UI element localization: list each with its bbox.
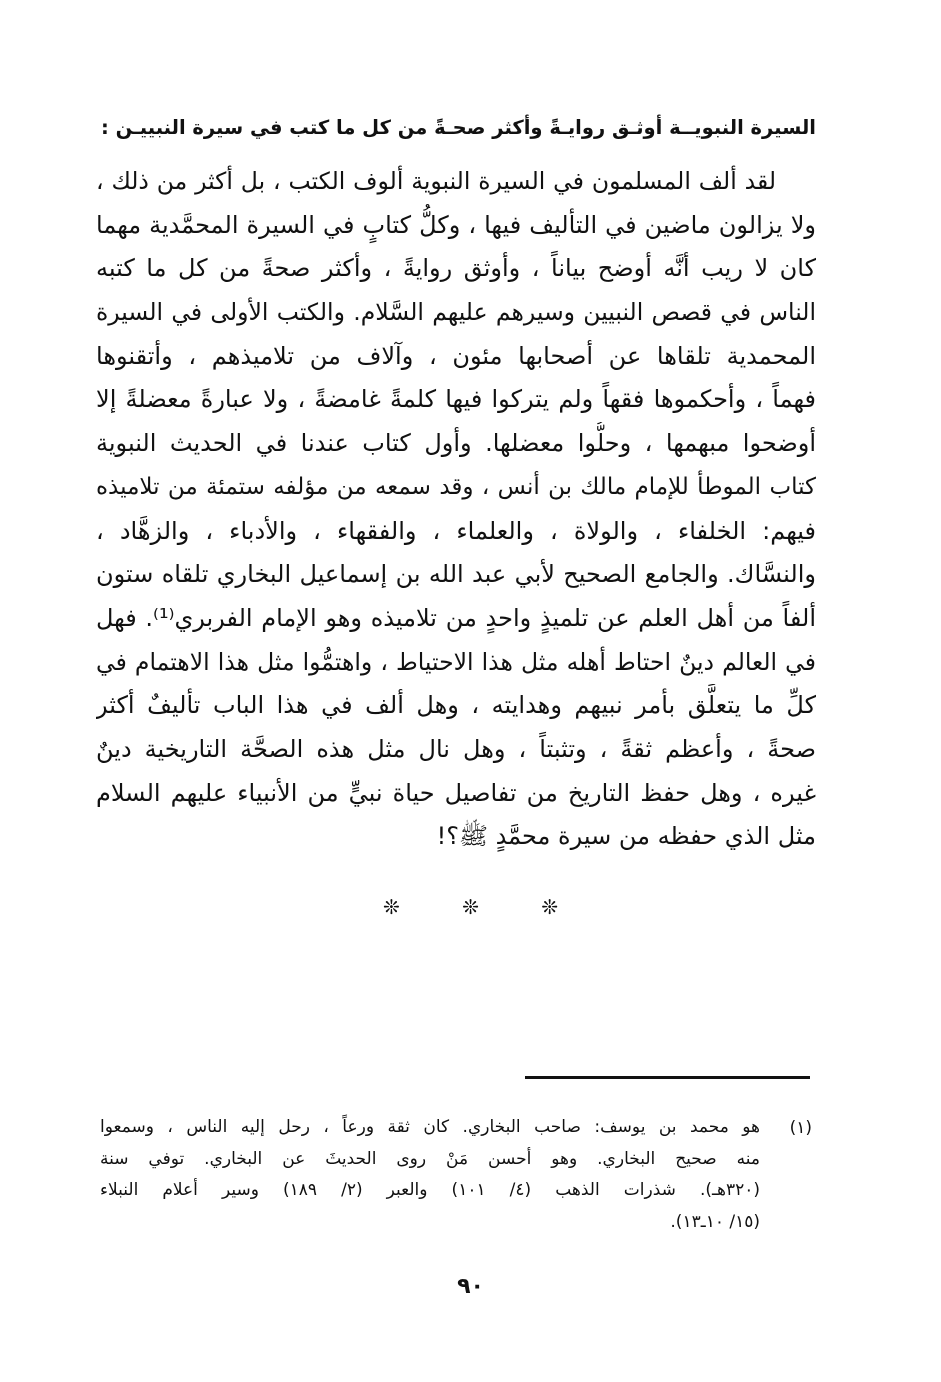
body-paragraph xyxy=(96,160,816,859)
footnote-line: (٣٢٠هـ). شذرات الذهب (٤/ ١٠١) والعبر (٢/ ١٨٩) وسير أعلام النبلاء xyxy=(100,1180,760,1200)
body-line: مثل الذي حفظه من سيرة محمَّدٍ ﷺ؟! xyxy=(436,822,816,851)
body-line: أوضحوا مبهمها ، وحلُّوا معضلها. وأول كتاب عندنا في الحديث النبوية xyxy=(96,429,816,458)
footnote-text xyxy=(100,1112,760,1238)
body-line: كتاب الموطأ للإمام مالك بن أنس ، وقد سمعه من مؤلفه ستمئة من تلاميذه xyxy=(96,473,816,500)
body-line: كان لا ريب أنَّه أوضح بياناً ، وأوثق روايةً ، وأكثر صحةً من كل ما كتبه xyxy=(96,254,816,283)
section-heading: السيرة النبويــة أوثـق روايـةً وأكثر صحـةً من كل ما كتب في سيرة النبييـن : xyxy=(100,116,816,139)
body-line: الناس في قصص النبيين وسيرهم عليهم السَّلام. والكتب الأولى في السيرة xyxy=(96,298,816,327)
body-line: والنسَّاك. والجامع الصحيح لأبي عبد الله بن إسماعيل البخاري تلقاه ستون xyxy=(96,560,816,589)
footnote-divider xyxy=(525,1076,810,1079)
footnote xyxy=(100,1112,812,1238)
body-line: فهماً ، وأحكموها فقهاً ولم يتركوا فيها كلمةً غامضةً ، ولا عبارةً معضلةً إلا xyxy=(96,385,816,414)
body-line: المحمدية تلقاها عن أصحابها مئون ، وآلاف من تلاميذهم ، وأتقنوها xyxy=(96,341,816,370)
footnote-line: منه صحيح البخاري. وهو أحسن مَنْ روى الحديثَ عن البخاري. توفي سنة xyxy=(100,1148,760,1169)
body-line: كلِّ ما يتعلَّق بأمر نبيهم وهدايته ، وهل ألف في هذا الباب تأليفٌ أكثر xyxy=(96,691,816,720)
body-line: في العالم دينٌ احتاط أهله مثل هذا الاحتياط ، واهتمُّوا مثل هذا الاهتمام في xyxy=(96,647,816,676)
body-line: فيهم: الخلفاء ، والولاة ، والعلماء ، والفقهاء ، والأدباء ، والزهَّاد ، xyxy=(96,516,816,545)
footnote-line: (١٥/ ١٠ـ١٣). xyxy=(670,1211,760,1232)
body-line: غيره ، وهل حفظ التاريخ من تفاصيل حياة نبيٍّ من الأنبياء عليهم السلام xyxy=(96,778,816,807)
page-number: ٩٠ xyxy=(457,1274,484,1299)
body-line: صحةً ، وأعظم ثقةً ، وتثبتاً ، وهل نال مثل هذه الصحَّة التاريخية دينٌ xyxy=(96,734,816,763)
footnote-line: هو محمد بن يوسف: صاحب البخاري. كان ثقة ورعاً ، رحل إليه الناس ، وسمعوا xyxy=(100,1117,760,1137)
body-line: ألفاً من أهل العلم عن تلميذٍ واحدٍ من تلاميذه وهو الإمام الفربري⁽¹⁾. فهل xyxy=(96,603,816,632)
footnote-marker: (١) xyxy=(789,1118,812,1138)
body-line: ولا يزالون ماضين في التأليف فيها ، وكلُّ كتابٍ في السيرة المحمَّدية مهما xyxy=(96,210,816,239)
section-separator: ❊ ❊ ❊ xyxy=(383,895,586,919)
body-line: لقد ألف المسلمون في السيرة النبوية ألوف الكتب ، بل أكثر من ذلك ، xyxy=(96,167,776,195)
